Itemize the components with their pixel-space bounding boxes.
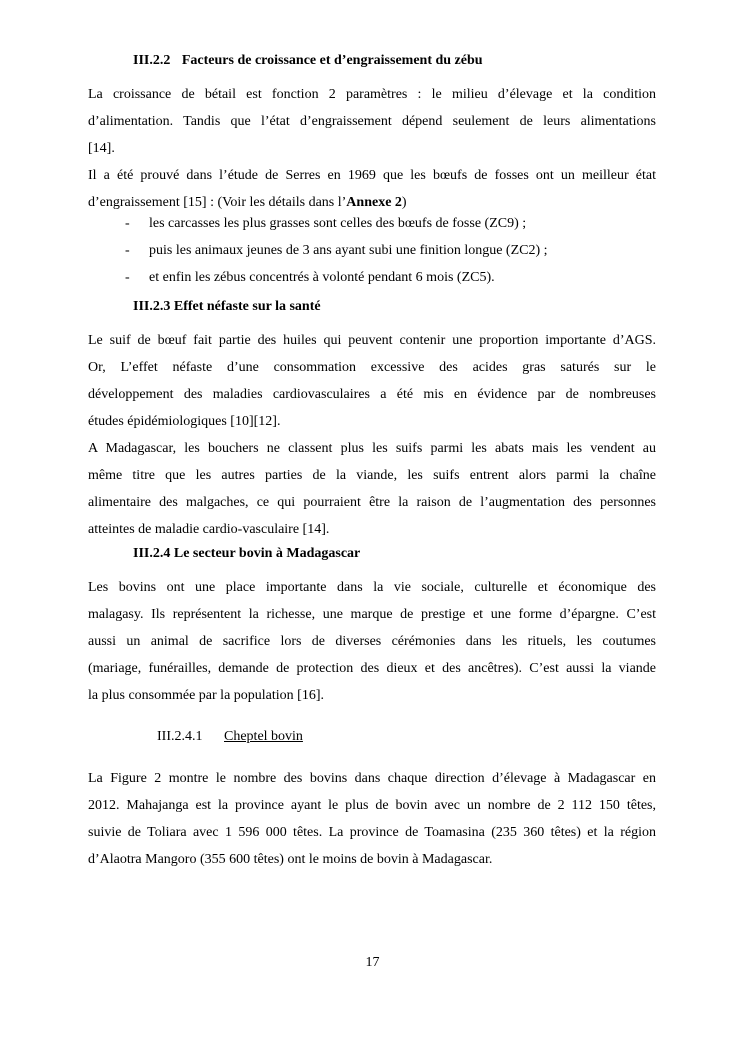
text-line: d’Alaotra Mangoro (355 600 têtes) ont le moins de bovin à Madagascar.: [88, 852, 493, 867]
text-fragment: ): [401, 195, 407, 210]
text-fragment: d’engraissement [15] : (Voir les détails dans l’: [88, 195, 347, 210]
section-heading-2-3: [133, 299, 321, 315]
text-line: La Figure 2 montre le nombre des bovins dans chaque direction d’élevage à Madagascar en: [88, 771, 656, 786]
text-line: aussi un animal de sacrifice lors de diverses cérémonies dans les rituels, les coutumes: [88, 634, 656, 649]
list-item-text: les carcasses les plus grasses sont celles des bœufs de fosse (ZC9) ;: [149, 216, 527, 231]
text-line: Or, L’effet néfaste d’une consommation excessive des acides gras saturés sur le: [88, 360, 656, 375]
text-line: développement des maladies cardiovasculaires a été mis en évidence par de nombreuses: [88, 387, 656, 402]
section-number: III.2.2: [133, 53, 171, 68]
paragraph-sante: [88, 327, 656, 543]
paragraph-cheptel: [88, 765, 656, 873]
bullet-dash: -: [125, 216, 130, 231]
list-item: [125, 264, 548, 291]
paragraph-secteur: [88, 574, 656, 709]
text-line: 2012. Mahajanga est la province ayant le plus de bovin avec un nombre de 2 112 150 têtes,: [88, 798, 656, 813]
bullet-dash: -: [125, 270, 130, 285]
list-item: [125, 210, 548, 237]
section-heading-2-4: [133, 546, 360, 562]
subsection-heading-cheptel: [157, 729, 303, 745]
text-line: même titre que les autres parties de la viande, les suifs entrent alors parmi la chaîne: [88, 468, 656, 483]
section-number: III.2.4: [133, 546, 171, 561]
text-line: Il a été prouvé dans l’étude de Serres en 1969 que les bœufs de fosses ont un meilleur état: [88, 168, 656, 183]
text-line: études épidémiologiques [10][12].: [88, 414, 281, 429]
text-line: [14].: [88, 141, 115, 156]
list-item: [125, 237, 548, 264]
section-title: Facteurs de croissance et d’engraissement du zébu: [181, 53, 483, 68]
text-line: La croissance de bétail est fonction 2 paramètres : le milieu d’élevage et la condition: [88, 87, 656, 102]
text-line: alimentaire des malgaches, ce qui pourraient être la raison de l’augmentation des personnes: [88, 495, 656, 510]
list-item-text: et enfin les zébus concentrés à volonté pendant 6 mois (ZC5).: [149, 270, 495, 285]
text-line: (mariage, funérailles, demande de protection des dieux et des ancêtres). C’est aussi la viande: [88, 661, 656, 676]
section-heading-2-2: [133, 53, 483, 69]
bullet-list: [125, 210, 548, 291]
bullet-dash: -: [125, 243, 130, 258]
text-line: d’alimentation. Tandis que l’état d’engraissement dépend seulement de leurs alimentations: [88, 114, 656, 129]
text-line: malagasy. Ils représentent la richesse, une marque de prestige et une forme d’épargne. C’est: [88, 607, 656, 622]
text-line: Le suif de bœuf fait partie des huiles qui peuvent contenir une proportion importante d’AGS.: [88, 333, 656, 348]
page-number: 17: [365, 955, 380, 970]
text-line: la plus consommée par la population [16].: [88, 688, 324, 703]
paragraph-croissance: [88, 81, 656, 216]
text-line: A Madagascar, les bouchers ne classent plus les suifs parmi les abats mais les vendent au: [88, 441, 656, 456]
text-line: suivie de Toliara avec 1 596 000 têtes. La province de Toamasina (235 360 têtes) et la région: [88, 825, 656, 840]
subsection-title: Cheptel bovin: [224, 729, 303, 744]
subsection-number: III.2.4.1: [157, 729, 203, 744]
text-line: Les bovins ont une place importante dans la vie sociale, culturelle et économique des: [88, 580, 656, 595]
text-line: atteintes de maladie cardio-vasculaire [14].: [88, 522, 330, 537]
annexe-reference: Annexe 2: [346, 195, 402, 210]
section-title: Effet néfaste sur la santé: [173, 299, 321, 314]
list-item-text: puis les animaux jeunes de 3 ans ayant subi une finition longue (ZC2) ;: [149, 243, 548, 258]
section-title: Le secteur bovin à Madagascar: [173, 546, 361, 561]
section-number: III.2.3: [133, 299, 171, 314]
